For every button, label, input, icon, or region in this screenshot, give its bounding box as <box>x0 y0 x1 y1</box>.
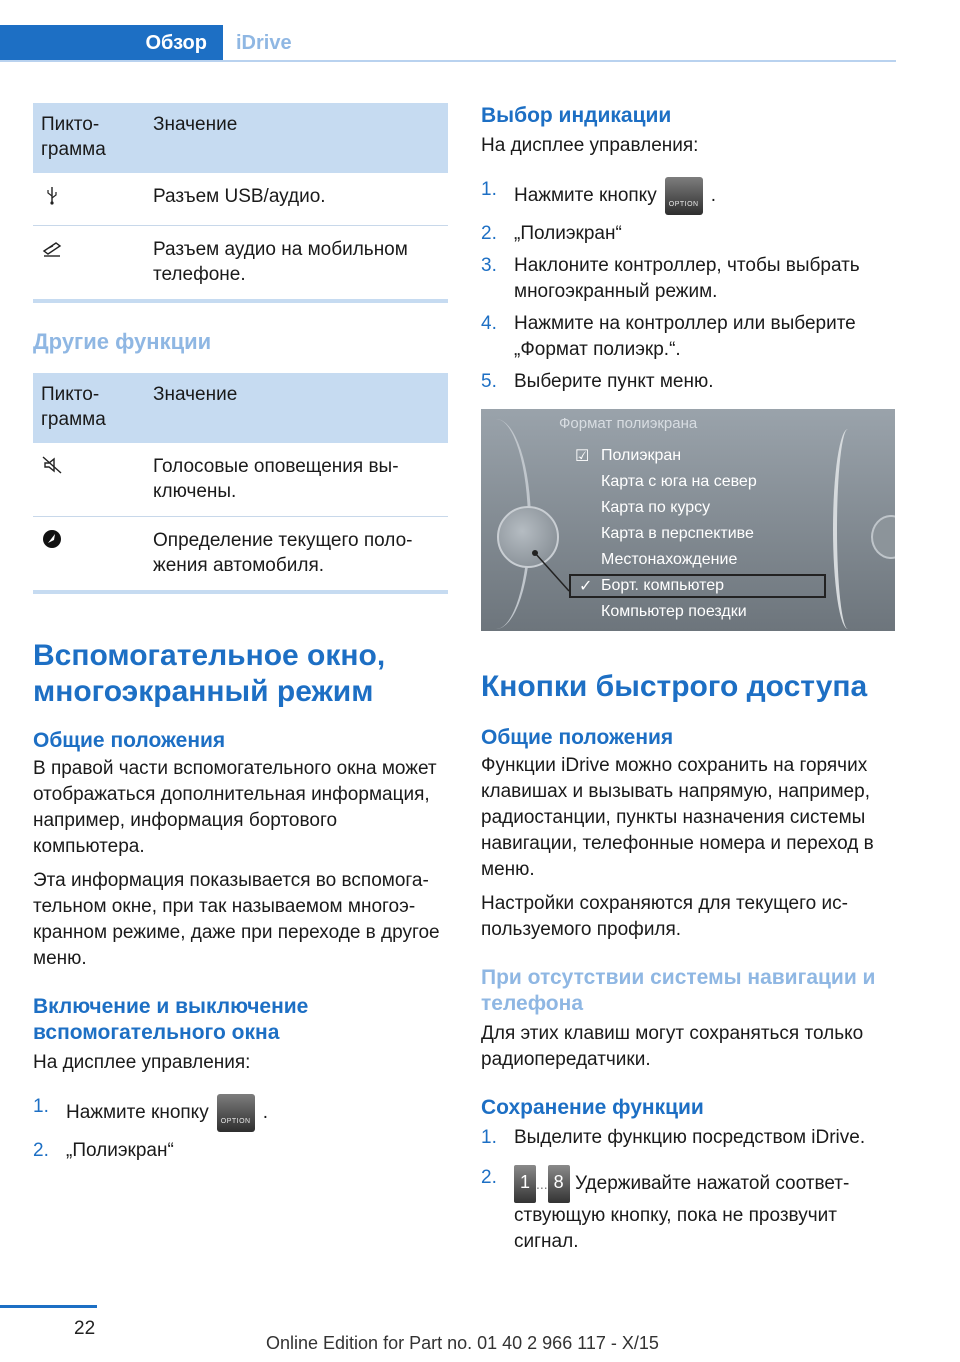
screen-side-knob <box>871 515 895 559</box>
list-item: 5. Выберите пункт меню. <box>481 371 714 392</box>
screen-menu-item[interactable]: Карта с юга на север <box>601 473 757 490</box>
mobile-audio-icon <box>41 237 63 259</box>
quick-general-heading: Общие положения <box>481 726 674 749</box>
list-item: 2. „Полиэкран“ <box>481 223 622 244</box>
section-title-aux-window: Вспомогательное окно, многоэкранный режим <box>33 639 386 708</box>
left-column <box>33 103 448 1170</box>
table-end-rule <box>33 299 448 303</box>
table-header-pictogram: Пиктограмма <box>33 373 145 443</box>
table-end-rule <box>33 590 448 594</box>
favorite-key-1[interactable]: 1 <box>514 1165 536 1203</box>
favorite-key-8[interactable]: 8 <box>548 1165 570 1203</box>
screen-decor-arc <box>833 429 863 629</box>
position-icon <box>41 528 63 550</box>
header-tabs <box>0 25 896 63</box>
table-row <box>33 517 448 591</box>
screen-menu-item[interactable]: Карта по курсу <box>601 499 711 516</box>
select-steps <box>481 177 896 395</box>
list-item: 4. Нажмите на контроллер или выберите „Формат полиэкр.“. <box>481 313 856 360</box>
table-header-pictogram: Пиктограмма <box>33 103 145 173</box>
list-item: 2. „Полиэкран“ <box>33 1140 174 1161</box>
section-title-quick-keys: Кнопки быстрого доступа <box>481 670 868 703</box>
screen-menu-item-selected[interactable]: ✓ Борт. компьютер <box>579 577 725 595</box>
footer-rule <box>0 1305 97 1308</box>
quick-paragraph-2: Настройки сохраняются для текущего используемого профиля. <box>481 893 848 940</box>
toggle-intro: На дисплее управления: <box>33 1052 251 1073</box>
table-row <box>33 226 448 300</box>
save-heading: Сохранение функции <box>481 1096 704 1119</box>
list-item: 2. 1 ... 8 Удерживайте нажатой соответствующую кнопку, пока не прозвучит сигнал. <box>481 1167 850 1252</box>
general-paragraph-1: В правой части вспомогательного окна может отображаться дополнительная информация, например, информация бортового компьютера. <box>33 758 437 857</box>
toggle-heading: Включение и выключение вспомогательного окна <box>33 995 309 1044</box>
table-cell-text: Голосовые оповещения выключены. <box>145 443 448 517</box>
general-heading: Общие положения <box>33 729 226 752</box>
tab-idrive[interactable]: iDrive <box>236 31 292 54</box>
list-item: 3. Наклоните контроллер, чтобы выбрать многоэкранный режим. <box>481 255 860 302</box>
check-icon: ✓ <box>579 578 593 595</box>
list-item: 1. Нажмите кнопку OPTION . <box>481 177 896 215</box>
table-cell-text: Определение текущего положения автомобиля. <box>153 530 413 576</box>
header-rule <box>0 60 896 62</box>
list-item: 1. Выделите функцию посредством iDrive. <box>481 1127 866 1148</box>
key-ellipsis: ... <box>536 1176 548 1193</box>
no-nav-heading: При отсутствии системы навигации и телефона <box>481 966 876 1015</box>
save-steps <box>481 1125 896 1255</box>
toggle-steps <box>33 1094 448 1164</box>
usb-icon <box>41 184 63 206</box>
table-cell-text: Разъем аудио на мобильном телефоне. <box>153 239 408 285</box>
footer-edition-text: Online Edition for Part no. 01 40 2 966 117 - X/15 <box>266 1333 659 1353</box>
checkbox-checked-icon: ☑ <box>575 448 590 465</box>
list-item: 1. Нажмите кнопку OPTION . <box>33 1094 448 1132</box>
quick-paragraph-1: Функции iDrive можно сохранить на горячих клавишах и вызывать напрямую, например, радиостанции, пункты назначения системы навигации, телефонные номера и переход в меню. <box>481 755 874 880</box>
right-column <box>481 103 896 1261</box>
general-paragraph-2: Эта информация показывается во вспомогательном окне, при так называемом многоэкранном режиме, даже при переходе в другое меню. <box>33 870 440 969</box>
table-cell-text: Разъем USB/аудио. <box>145 173 448 226</box>
multiscreen-menu-screenshot <box>481 409 895 631</box>
screen-menu-item[interactable]: Карта в перспективе <box>601 525 754 542</box>
screen-title: Формат полиэкрана <box>559 415 698 432</box>
no-nav-paragraph: Для этих клавиш могут сохраняться только радиопередатчики. <box>481 1023 864 1070</box>
screen-menu-item[interactable]: Компьютер поездки <box>601 603 747 620</box>
table-row <box>33 443 448 517</box>
table-row <box>33 173 448 226</box>
option-button[interactable]: OPTION <box>217 1094 255 1132</box>
connectors-table <box>33 103 448 299</box>
select-heading: Выбор индикации <box>481 104 672 127</box>
select-intro: На дисплее управления: <box>481 135 699 156</box>
table-header-meaning: Значение <box>145 373 448 443</box>
other-functions-table <box>33 373 448 590</box>
pointer-line <box>531 549 571 599</box>
screen-menu-item[interactable]: Местонахождение <box>601 551 738 568</box>
page-number: 22 <box>74 1318 96 1339</box>
screen-menu-item-checked[interactable]: ☑ Полиэкран <box>575 447 682 465</box>
tab-overview[interactable]: Обзор <box>0 25 223 61</box>
option-button[interactable]: OPTION <box>665 177 703 215</box>
table-header-meaning: Значение <box>145 103 448 173</box>
speaker-off-icon <box>41 454 63 476</box>
other-functions-heading: Другие функции <box>33 329 212 354</box>
